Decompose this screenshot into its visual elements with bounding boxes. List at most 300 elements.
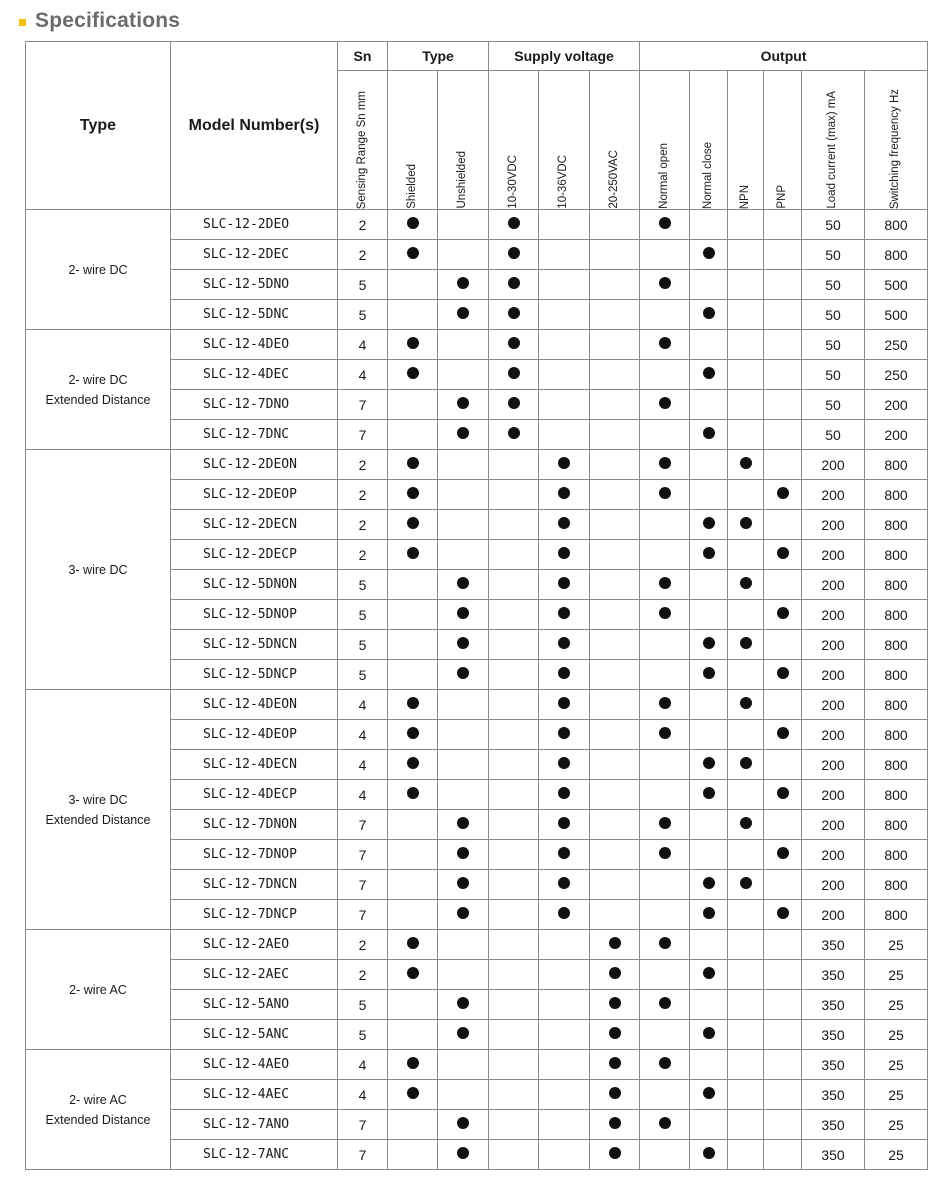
pnp-cell [764,600,802,630]
model-number-cell: SLC-12-7DNON [171,810,338,840]
10-36vdc-cell [539,450,590,480]
filled-dot-icon [407,457,419,469]
shielded-cell [388,480,438,510]
normal-open-cell [640,390,690,420]
type-group-header: Type [388,42,489,71]
shielded-cell [388,270,438,300]
unshielded-cell [438,600,489,630]
switching-frequency-cell: 25 [865,960,928,990]
pnp-cell [764,540,802,570]
10-36vdc-cell [539,360,590,390]
filled-dot-icon [457,817,469,829]
model-number-cell: SLC-12-4AEC [171,1080,338,1110]
20-250vac-cell [590,450,640,480]
normal-open-cell [640,360,690,390]
filled-dot-icon [609,967,621,979]
sensing-range-cell: 5 [338,270,388,300]
filled-dot-icon [508,337,520,349]
output-group-header: Output [640,42,928,71]
shielded-cell [388,870,438,900]
shielded-cell [388,1080,438,1110]
pnp-cell [764,690,802,720]
load-current-cell: 200 [802,570,865,600]
pnp-cell [764,420,802,450]
filled-dot-icon [558,547,570,559]
unshielded-cell [438,630,489,660]
npn-cell [728,1110,764,1140]
npn-cell [728,870,764,900]
unshielded-cell [438,1080,489,1110]
unshielded-cell [438,990,489,1020]
unshielded-cell [438,720,489,750]
sensing-range-cell: 4 [338,1050,388,1080]
npn-cell [728,1140,764,1170]
pnp-cell [764,810,802,840]
10-30vdc-cell [489,630,539,660]
pnp-cell [764,270,802,300]
10-36vdc-cell [539,600,590,630]
normal-open-cell [640,540,690,570]
load-current-cell: 50 [802,330,865,360]
unshielded-cell [438,870,489,900]
filled-dot-icon [659,487,671,499]
filled-dot-icon [703,757,715,769]
normal-open-cell [640,1110,690,1140]
10-30vdc-cell [489,570,539,600]
20-250vac-cell [590,720,640,750]
10-30vdc-cell [489,1020,539,1050]
10-30vdc-cell [489,870,539,900]
switching-frequency-cell: 800 [865,690,928,720]
shielded-cell [388,510,438,540]
switching-frequency-cell: 800 [865,720,928,750]
filled-dot-icon [558,727,570,739]
normal-close-cell [690,360,728,390]
npn-cell [728,690,764,720]
npn-cell [728,390,764,420]
filled-dot-icon [659,817,671,829]
sensing-range-cell: 4 [338,750,388,780]
switching-frequency-cell: 500 [865,270,928,300]
switching-frequency-cell: 200 [865,420,928,450]
switching-frequency-cell: 25 [865,1020,928,1050]
10-30vdc-cell [489,600,539,630]
normal-close-cell [690,1050,728,1080]
switching-frequency-cell: 25 [865,990,928,1020]
shielded-cell [388,420,438,450]
sensing-range-cell: 7 [338,420,388,450]
20-250vac-cell [590,810,640,840]
load-current-cell: 200 [802,660,865,690]
10-36vdc-cell [539,990,590,1020]
filled-dot-icon [777,607,789,619]
10-30vdc-cell [489,1140,539,1170]
10-36vdc-cell [539,720,590,750]
filled-dot-icon [659,1117,671,1129]
normal-open-cell [640,570,690,600]
shielded-cell [388,900,438,930]
filled-dot-icon [407,727,419,739]
load-current-cell: 50 [802,390,865,420]
10-30vdc-cell [489,270,539,300]
load-current-cell: 50 [802,360,865,390]
pnp-cell [764,300,802,330]
sensing-range-cell: 7 [338,840,388,870]
filled-dot-icon [740,517,752,529]
npn-cell [728,630,764,660]
filled-dot-icon [609,1117,621,1129]
load-current-cell: 350 [802,1050,865,1080]
filled-dot-icon [558,847,570,859]
unshielded-cell [438,750,489,780]
pnp-cell [764,630,802,660]
filled-dot-icon [407,367,419,379]
10-36vdc-cell [539,690,590,720]
filled-dot-icon [457,1117,469,1129]
subheader-load-current: Load current (max) mA [802,71,865,210]
section-title: Specifications [35,9,181,32]
filled-dot-icon [740,877,752,889]
sensing-range-cell: 5 [338,570,388,600]
npn-cell [728,420,764,450]
group-label-line: 3- wire DC [68,792,128,807]
filled-dot-icon [407,757,419,769]
20-250vac-cell [590,1050,640,1080]
shielded-cell [388,450,438,480]
20-250vac-cell [590,510,640,540]
unshielded-cell [438,1020,489,1050]
npn-cell [728,840,764,870]
normal-close-cell [690,420,728,450]
npn-cell [728,750,764,780]
load-current-cell: 50 [802,270,865,300]
filled-dot-icon [609,1057,621,1069]
switching-frequency-cell: 800 [865,780,928,810]
10-30vdc-cell [489,720,539,750]
10-30vdc-cell [489,900,539,930]
20-250vac-cell [590,210,640,240]
20-250vac-cell [590,870,640,900]
switching-frequency-cell: 800 [865,750,928,780]
normal-close-cell [690,840,728,870]
filled-dot-icon [457,577,469,589]
table-row [26,1050,928,1080]
shielded-cell [388,660,438,690]
filled-dot-icon [457,637,469,649]
filled-dot-icon [659,847,671,859]
subheader-shielded: Shielded [388,71,438,210]
normal-close-cell [690,660,728,690]
shielded-cell [388,1020,438,1050]
normal-open-cell [640,900,690,930]
filled-dot-icon [558,517,570,529]
10-36vdc-cell [539,1080,590,1110]
table-row [26,330,928,360]
switching-frequency-cell: 800 [865,540,928,570]
unshielded-cell [438,660,489,690]
filled-dot-icon [407,337,419,349]
switching-frequency-cell: 800 [865,210,928,240]
filled-dot-icon [740,817,752,829]
load-current-cell: 200 [802,450,865,480]
switching-frequency-cell: 25 [865,1050,928,1080]
filled-dot-icon [609,1147,621,1159]
10-30vdc-cell [489,690,539,720]
10-36vdc-cell [539,810,590,840]
normal-close-cell [690,690,728,720]
model-number-cell: SLC-12-2DECN [171,510,338,540]
switching-frequency-cell: 25 [865,1080,928,1110]
10-30vdc-cell [489,660,539,690]
10-30vdc-cell [489,1050,539,1080]
filled-dot-icon [558,787,570,799]
pnp-cell [764,1110,802,1140]
filled-dot-icon [659,337,671,349]
load-current-cell: 350 [802,1080,865,1110]
sensing-range-cell: 2 [338,450,388,480]
load-current-cell: 200 [802,630,865,660]
subheader-normal-close: Normal close [690,71,728,210]
20-250vac-cell [590,600,640,630]
filled-dot-icon [703,1027,715,1039]
unshielded-cell [438,900,489,930]
filled-dot-icon [659,997,671,1009]
20-250vac-cell [590,480,640,510]
model-number-cell: SLC-12-4DEC [171,360,338,390]
load-current-cell: 200 [802,600,865,630]
normal-close-cell [690,510,728,540]
unshielded-cell [438,390,489,420]
10-36vdc-cell [539,1020,590,1050]
switching-frequency-cell: 25 [865,1140,928,1170]
sensing-range-cell: 5 [338,990,388,1020]
switching-frequency-cell: 800 [865,900,928,930]
table-row [26,930,928,960]
switching-frequency-cell: 800 [865,810,928,840]
npn-cell [728,810,764,840]
20-250vac-cell [590,270,640,300]
20-250vac-cell [590,1020,640,1050]
normal-open-cell [640,990,690,1020]
model-number-cell: SLC-12-5DNOP [171,600,338,630]
heading-bullet-icon [19,19,26,26]
filled-dot-icon [609,1027,621,1039]
filled-dot-icon [659,697,671,709]
shielded-cell [388,600,438,630]
normal-open-cell [640,1020,690,1050]
filled-dot-icon [558,577,570,589]
10-36vdc-cell [539,330,590,360]
20-250vac-cell [590,540,640,570]
shielded-cell [388,690,438,720]
subheader-20-250vac: 20-250VAC [590,71,640,210]
shielded-cell [388,1110,438,1140]
pnp-cell [764,510,802,540]
10-36vdc-cell [539,1140,590,1170]
filled-dot-icon [659,577,671,589]
20-250vac-cell [590,930,640,960]
filled-dot-icon [703,667,715,679]
20-250vac-cell [590,990,640,1020]
normal-open-cell [640,330,690,360]
normal-close-cell [690,960,728,990]
npn-cell [728,1020,764,1050]
npn-cell [728,570,764,600]
switching-frequency-cell: 800 [865,660,928,690]
10-30vdc-cell [489,330,539,360]
filled-dot-icon [558,907,570,919]
filled-dot-icon [659,217,671,229]
10-30vdc-cell [489,390,539,420]
model-number-cell: SLC-12-5ANC [171,1020,338,1050]
switching-frequency-cell: 800 [865,600,928,630]
normal-close-cell [690,900,728,930]
normal-close-cell [690,780,728,810]
filled-dot-icon [659,277,671,289]
filled-dot-icon [407,1087,419,1099]
filled-dot-icon [558,457,570,469]
sensing-range-cell: 2 [338,480,388,510]
type-header: Type [26,42,171,210]
normal-close-cell [690,540,728,570]
load-current-cell: 200 [802,750,865,780]
filled-dot-icon [659,397,671,409]
filled-dot-icon [703,547,715,559]
normal-close-cell [690,1020,728,1050]
sensing-range-cell: 2 [338,240,388,270]
10-36vdc-cell [539,300,590,330]
10-30vdc-cell [489,420,539,450]
10-36vdc-cell [539,1050,590,1080]
load-current-cell: 350 [802,930,865,960]
20-250vac-cell [590,300,640,330]
filled-dot-icon [703,877,715,889]
npn-cell [728,900,764,930]
10-36vdc-cell [539,210,590,240]
group-label [26,690,171,930]
group-label-line: 3- wire DC [68,562,128,577]
filled-dot-icon [407,787,419,799]
filled-dot-icon [457,667,469,679]
switching-frequency-cell: 800 [865,630,928,660]
group-label [26,930,171,1050]
sensing-range-cell: 7 [338,1140,388,1170]
filled-dot-icon [703,787,715,799]
model-number-cell: SLC-12-5DNCN [171,630,338,660]
filled-dot-icon [703,1147,715,1159]
sensing-range-cell: 7 [338,1110,388,1140]
load-current-cell: 200 [802,810,865,840]
pnp-cell [764,570,802,600]
filled-dot-icon [740,457,752,469]
filled-dot-icon [703,247,715,259]
model-number-cell: SLC-12-4DEOP [171,720,338,750]
filled-dot-icon [703,427,715,439]
filled-dot-icon [740,757,752,769]
table-row [26,210,928,240]
filled-dot-icon [407,217,419,229]
unshielded-cell [438,480,489,510]
npn-cell [728,600,764,630]
table-row [26,690,928,720]
10-36vdc-cell [539,240,590,270]
model-number-cell: SLC-12-7DNOP [171,840,338,870]
normal-close-cell [690,480,728,510]
sensing-range-cell: 7 [338,870,388,900]
npn-cell [728,660,764,690]
pnp-cell [764,990,802,1020]
20-250vac-cell [590,390,640,420]
20-250vac-cell [590,1080,640,1110]
unshielded-cell [438,810,489,840]
10-30vdc-cell [489,960,539,990]
filled-dot-icon [558,757,570,769]
filled-dot-icon [740,637,752,649]
filled-dot-icon [407,697,419,709]
filled-dot-icon [508,247,520,259]
unshielded-cell [438,510,489,540]
pnp-cell [764,870,802,900]
normal-open-cell [640,810,690,840]
normal-open-cell [640,870,690,900]
load-current-cell: 350 [802,960,865,990]
shielded-cell [388,240,438,270]
group-label-line: 2- wire DC [68,262,128,277]
normal-close-cell [690,990,728,1020]
model-number-cell: SLC-12-5DNON [171,570,338,600]
pnp-cell [764,930,802,960]
10-30vdc-cell [489,210,539,240]
sensing-range-cell: 4 [338,720,388,750]
filled-dot-icon [457,397,469,409]
npn-cell [728,540,764,570]
10-30vdc-cell [489,930,539,960]
unshielded-cell [438,360,489,390]
filled-dot-icon [703,967,715,979]
switching-frequency-cell: 800 [865,840,928,870]
normal-close-cell [690,240,728,270]
shielded-cell [388,330,438,360]
10-36vdc-cell [539,540,590,570]
10-30vdc-cell [489,780,539,810]
unshielded-cell [438,1050,489,1080]
10-36vdc-cell [539,780,590,810]
normal-open-cell [640,840,690,870]
filled-dot-icon [457,847,469,859]
model-number-cell: SLC-12-4DECP [171,780,338,810]
normal-open-cell [640,270,690,300]
load-current-cell: 50 [802,240,865,270]
shielded-cell [388,630,438,660]
unshielded-cell [438,960,489,990]
model-number-cell: SLC-12-7DNCP [171,900,338,930]
filled-dot-icon [457,1027,469,1039]
normal-open-cell [640,210,690,240]
10-30vdc-cell [489,840,539,870]
normal-close-cell [690,450,728,480]
unshielded-cell [438,780,489,810]
subheader-npn: NPN [728,71,764,210]
filled-dot-icon [457,997,469,1009]
sensing-range-cell: 2 [338,210,388,240]
filled-dot-icon [457,1147,469,1159]
pnp-cell [764,1140,802,1170]
subheader-10-36vdc: 10-36VDC [539,71,590,210]
shielded-cell [388,360,438,390]
normal-open-cell [640,720,690,750]
unshielded-cell [438,690,489,720]
filled-dot-icon [703,307,715,319]
